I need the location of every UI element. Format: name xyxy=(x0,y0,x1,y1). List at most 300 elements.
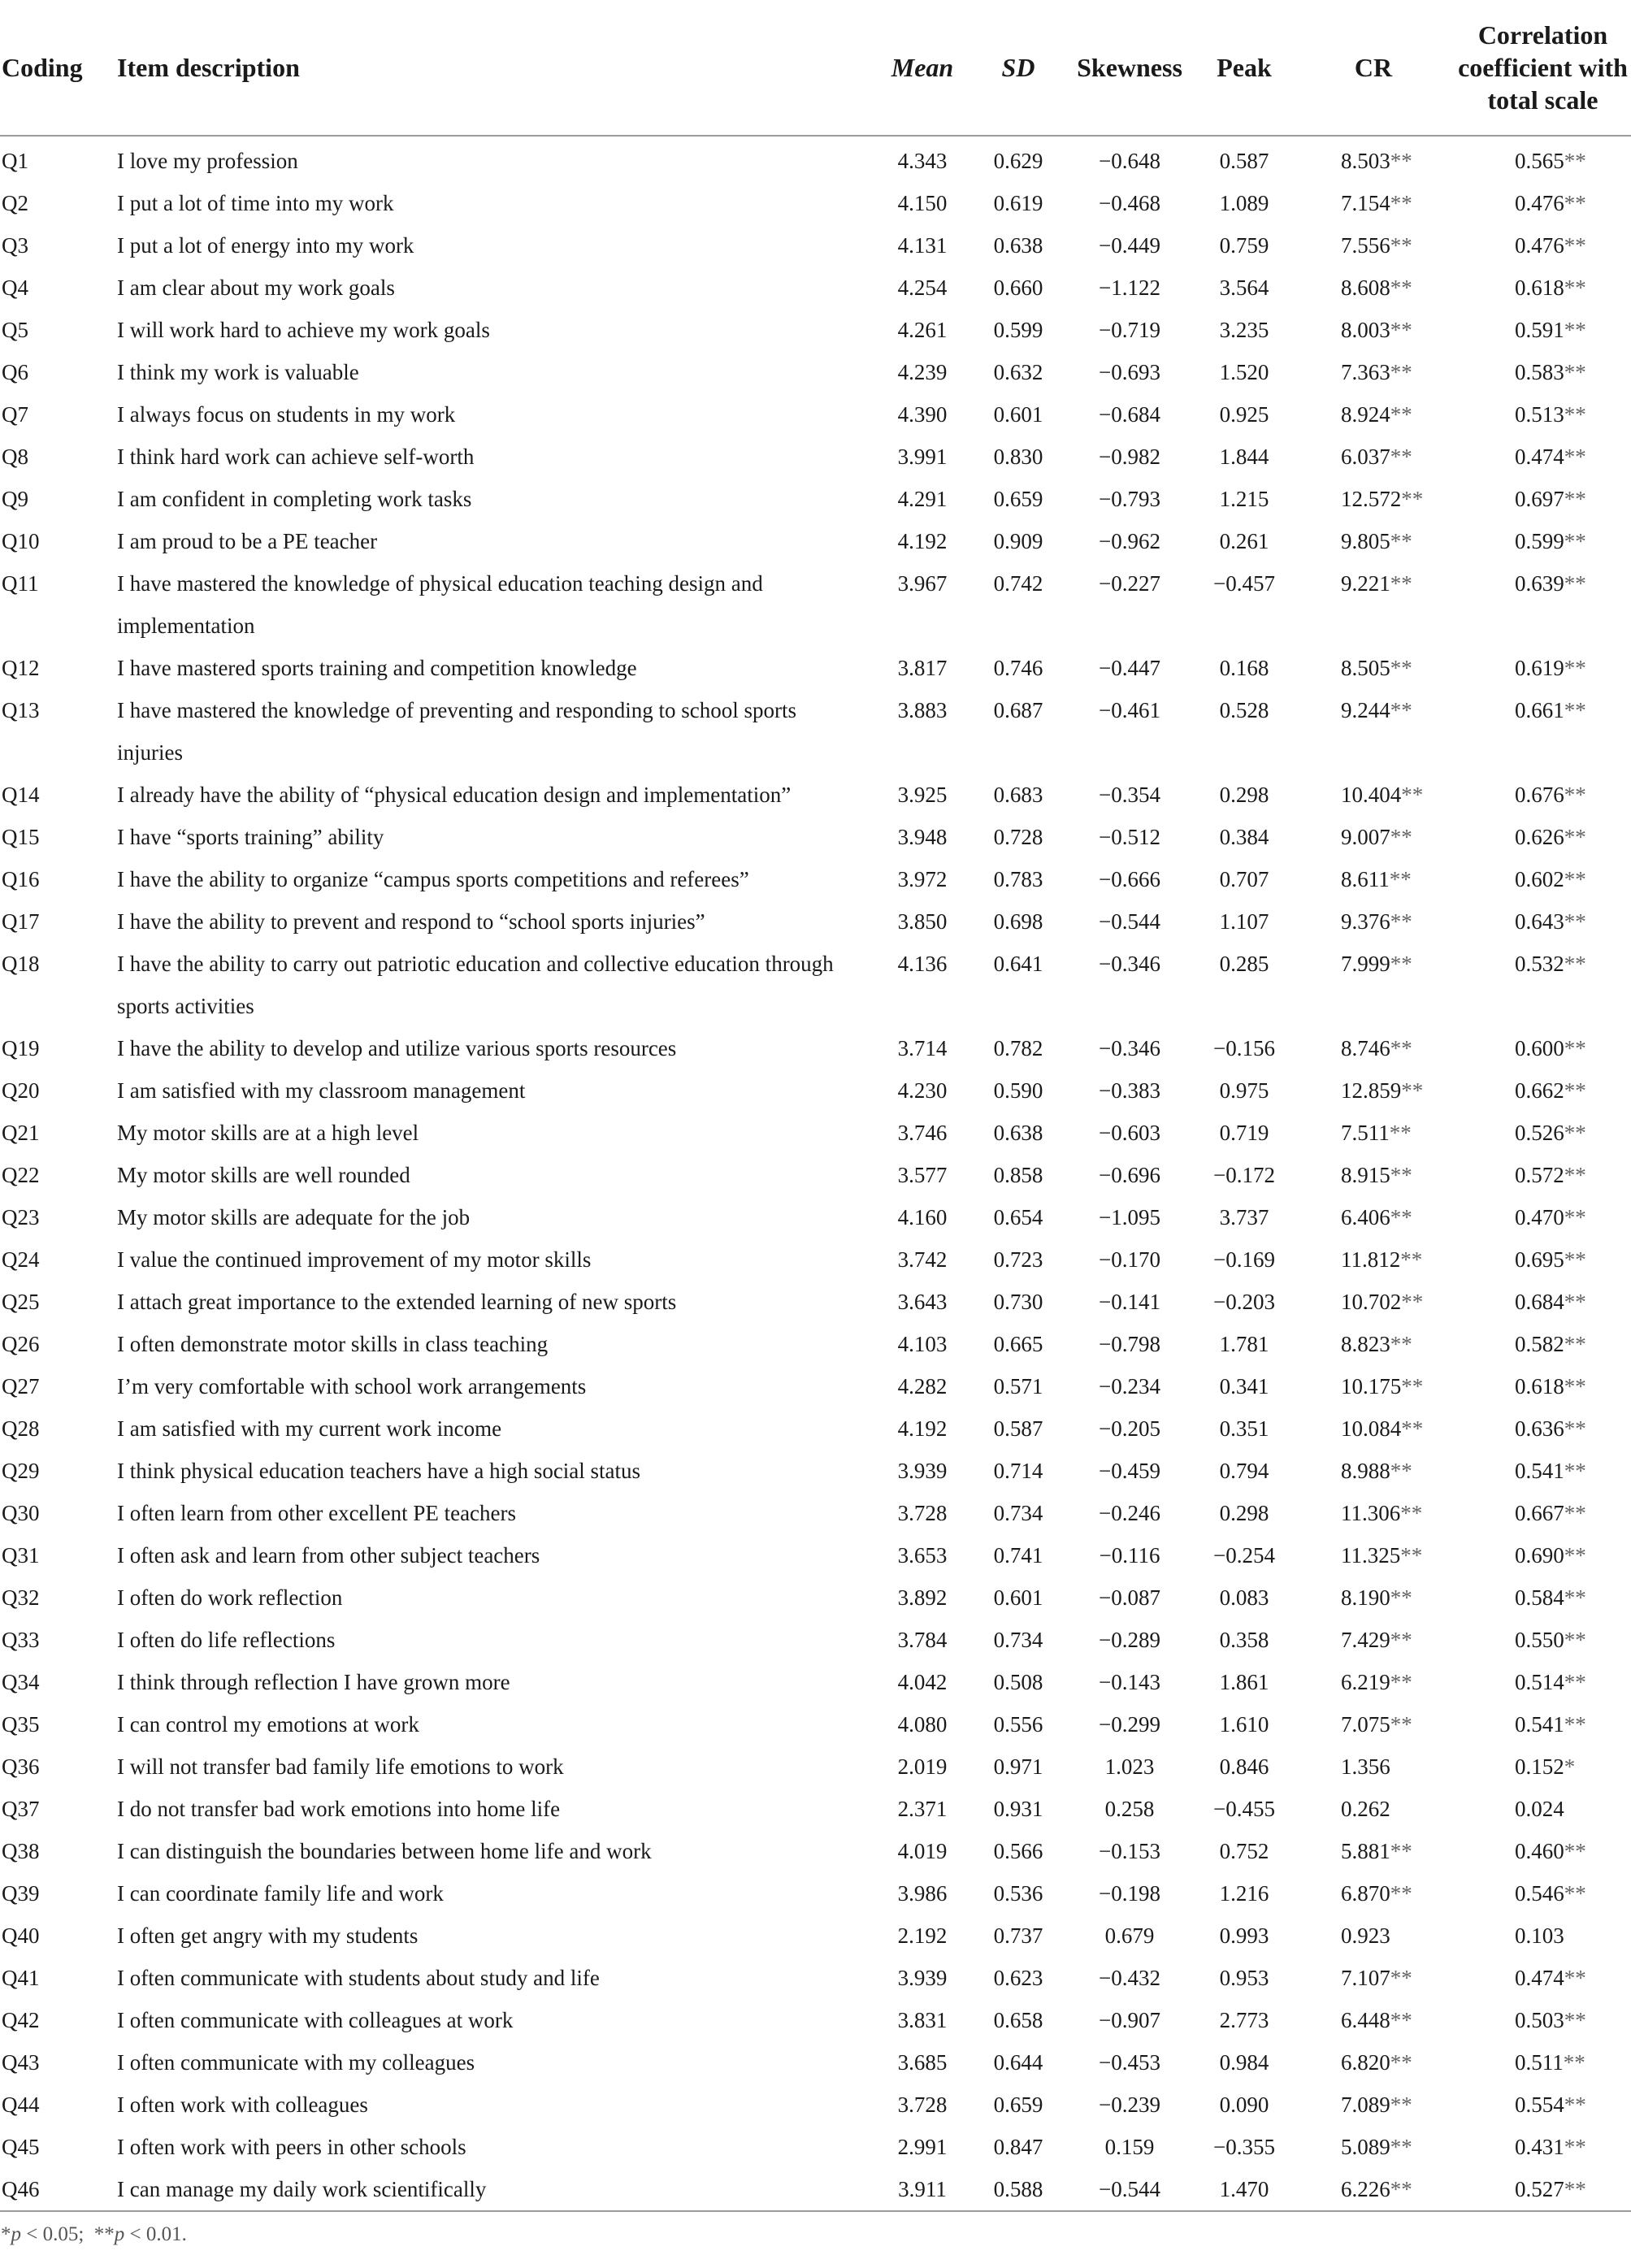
row-cr-significance: ** xyxy=(1390,1712,1412,1737)
footnote-row xyxy=(0,2211,1631,2247)
row-correlation-significance: ** xyxy=(1564,402,1586,427)
row-peak: 1.861 xyxy=(1219,1670,1269,1694)
row-code: Q33 xyxy=(2,1628,40,1652)
row-item-description: I am clear about my work goals xyxy=(117,275,395,300)
row-correlation xyxy=(1455,1576,1631,1619)
row-correlation xyxy=(1455,1069,1631,1112)
row-cr-significance: ** xyxy=(1390,656,1412,680)
table-body xyxy=(0,136,1631,2211)
row-mean: 3.685 xyxy=(897,2050,948,2075)
row-correlation xyxy=(1455,1450,1631,1492)
row-skewness: −0.459 xyxy=(1099,1459,1160,1483)
table-row xyxy=(0,1745,1631,1788)
row-correlation xyxy=(1455,1788,1631,1830)
table-row xyxy=(0,858,1631,900)
row-cr-significance: ** xyxy=(1390,1459,1412,1483)
footnote-star1: * xyxy=(1,2223,11,2245)
table-row xyxy=(0,1576,1631,1619)
row-mean: 4.261 xyxy=(897,318,948,342)
row-skewness: −0.603 xyxy=(1099,1121,1160,1145)
row-skewness: −0.684 xyxy=(1099,402,1160,427)
row-cr-value: 10.175 xyxy=(1341,1374,1402,1399)
row-peak: 3.737 xyxy=(1219,1205,1269,1229)
row-correlation-value: 0.639 xyxy=(1515,571,1564,596)
row-cr-value: 7.556 xyxy=(1341,233,1390,258)
row-cr-value: 6.219 xyxy=(1341,1670,1390,1694)
row-skewness: −0.982 xyxy=(1099,444,1160,469)
row-skewness: −0.719 xyxy=(1099,318,1160,342)
table-row xyxy=(0,436,1631,478)
row-cr-value: 7.075 xyxy=(1341,1712,1390,1737)
row-sd: 0.971 xyxy=(993,1754,1043,1779)
row-sd: 0.638 xyxy=(993,233,1043,258)
table-row xyxy=(0,182,1631,224)
table-row xyxy=(0,1830,1631,1872)
row-peak: 0.261 xyxy=(1219,529,1269,553)
row-correlation-significance: ** xyxy=(1564,1501,1586,1525)
row-mean: 3.948 xyxy=(897,825,948,849)
row-item-description: I think through reflection I have grown more xyxy=(117,1670,510,1694)
row-correlation xyxy=(1455,689,1631,774)
row-correlation xyxy=(1455,2041,1631,2084)
row-skewness: 0.679 xyxy=(1104,1923,1155,1948)
row-correlation xyxy=(1455,520,1631,562)
row-code: Q11 xyxy=(2,571,39,596)
row-mean: 3.972 xyxy=(897,867,948,891)
row-item-description: I put a lot of time into my work xyxy=(117,191,394,215)
row-mean: 3.653 xyxy=(897,1543,948,1568)
row-cr-value: 8.988 xyxy=(1341,1459,1390,1483)
row-sd: 0.658 xyxy=(993,2008,1043,2032)
row-cr xyxy=(1292,2126,1455,2168)
row-correlation-significance: ** xyxy=(1563,2050,1585,2075)
footnote-text2: < 0.01. xyxy=(124,2223,187,2245)
row-cr-value: 11.306 xyxy=(1341,1501,1401,1525)
row-item-description: I often learn from other excellent PE teachers xyxy=(117,1501,517,1525)
table-row xyxy=(0,1957,1631,1999)
row-cr-significance: ** xyxy=(1390,909,1412,934)
row-cr-value: 8.924 xyxy=(1341,402,1390,427)
row-correlation xyxy=(1455,774,1631,816)
row-cr-value: 12.859 xyxy=(1341,1078,1402,1103)
row-item-description: I often work with peers in other schools xyxy=(117,2135,466,2159)
row-correlation-significance: ** xyxy=(1564,867,1586,891)
row-mean: 4.390 xyxy=(897,402,948,427)
row-correlation xyxy=(1455,1365,1631,1407)
row-correlation-value: 0.476 xyxy=(1515,233,1564,258)
row-skewness: −0.544 xyxy=(1099,909,1160,934)
table-row xyxy=(0,1407,1631,1450)
row-cr-significance: ** xyxy=(1390,444,1412,469)
row-code: Q13 xyxy=(2,698,40,722)
row-correlation-significance: ** xyxy=(1564,1543,1586,1568)
row-cr-value: 8.608 xyxy=(1341,275,1390,300)
row-correlation-value: 0.695 xyxy=(1515,1247,1564,1272)
row-skewness: −0.383 xyxy=(1099,1078,1160,1103)
row-item-description: I attach great importance to the extended learning of new sports xyxy=(117,1290,677,1314)
row-code: Q28 xyxy=(2,1416,40,1441)
row-cr xyxy=(1292,1999,1455,2041)
row-correlation xyxy=(1455,1830,1631,1872)
row-code: Q20 xyxy=(2,1078,40,1103)
row-skewness: −0.141 xyxy=(1099,1290,1160,1314)
row-peak: 2.773 xyxy=(1219,2008,1269,2032)
row-correlation-value: 0.470 xyxy=(1515,1205,1564,1229)
row-item-description: I often communicate with my colleagues xyxy=(117,2050,475,2075)
row-cr xyxy=(1292,1323,1455,1365)
row-item-description: I always focus on students in my work xyxy=(117,402,456,427)
row-cr xyxy=(1292,267,1455,309)
row-sd: 0.746 xyxy=(993,656,1043,680)
table-row xyxy=(0,1915,1631,1957)
footnote-p2: p xyxy=(114,2223,125,2245)
row-peak: −0.156 xyxy=(1213,1036,1275,1060)
row-correlation xyxy=(1455,1196,1631,1238)
row-correlation-value: 0.460 xyxy=(1515,1839,1564,1863)
row-cr-significance: ** xyxy=(1390,1839,1412,1863)
row-peak: 1.215 xyxy=(1219,487,1269,511)
row-skewness: −0.116 xyxy=(1099,1543,1160,1568)
row-code: Q38 xyxy=(2,1839,40,1863)
row-cr-significance: ** xyxy=(1390,2177,1412,2201)
row-cr-significance: ** xyxy=(1389,1121,1412,1145)
row-peak: 0.351 xyxy=(1219,1416,1269,1441)
row-correlation-value: 0.503 xyxy=(1515,2008,1564,2032)
row-skewness: −0.299 xyxy=(1099,1712,1160,1737)
row-peak: −0.254 xyxy=(1213,1543,1275,1568)
row-mean: 3.643 xyxy=(897,1290,948,1314)
row-sd: 0.830 xyxy=(993,444,1043,469)
row-cr-significance: ** xyxy=(1390,2092,1412,2117)
row-cr xyxy=(1292,1112,1455,1154)
row-sd: 0.590 xyxy=(993,1078,1043,1103)
row-item-description: I have mastered the knowledge of preventing and responding to school sports injuries xyxy=(117,698,797,765)
row-item-description: I will not transfer bad family life emotions to work xyxy=(117,1754,564,1779)
row-code: Q12 xyxy=(2,656,40,680)
row-sd: 0.601 xyxy=(993,1585,1043,1610)
row-mean: 3.728 xyxy=(897,1501,948,1525)
row-code: Q15 xyxy=(2,825,40,849)
row-cr-value: 7.999 xyxy=(1341,952,1390,976)
row-code: Q24 xyxy=(2,1247,40,1272)
row-mean: 4.136 xyxy=(897,952,948,976)
row-mean: 4.230 xyxy=(897,1078,948,1103)
row-mean: 4.343 xyxy=(897,149,948,173)
row-sd: 0.730 xyxy=(993,1290,1043,1314)
row-peak: 0.528 xyxy=(1219,698,1269,722)
row-cr-value: 11.812 xyxy=(1341,1247,1401,1272)
row-peak: 0.298 xyxy=(1219,783,1269,807)
row-mean: 4.282 xyxy=(897,1374,948,1399)
row-cr-significance: ** xyxy=(1390,233,1412,258)
row-correlation-significance: * xyxy=(1564,1754,1576,1779)
row-item-description: I think hard work can achieve self-worth xyxy=(117,444,475,469)
table-row xyxy=(0,689,1631,774)
row-skewness: −0.246 xyxy=(1099,1501,1160,1525)
row-sd: 0.931 xyxy=(993,1797,1043,1821)
row-correlation-value: 0.513 xyxy=(1515,402,1564,427)
row-cr xyxy=(1292,2084,1455,2126)
row-correlation-significance: ** xyxy=(1564,1036,1586,1060)
table-row xyxy=(0,136,1631,182)
row-peak: 1.470 xyxy=(1219,2177,1269,2201)
row-cr xyxy=(1292,1407,1455,1450)
row-correlation-value: 0.474 xyxy=(1515,444,1564,469)
table-row xyxy=(0,1365,1631,1407)
row-code: Q44 xyxy=(2,2092,40,2117)
row-cr-value: 8.003 xyxy=(1341,318,1390,342)
row-sd: 0.714 xyxy=(993,1459,1043,1483)
table-row xyxy=(0,393,1631,436)
row-sd: 0.601 xyxy=(993,402,1043,427)
row-mean: 4.160 xyxy=(897,1205,948,1229)
table-row xyxy=(0,900,1631,943)
row-correlation-significance: ** xyxy=(1564,1416,1586,1441)
row-mean: 3.784 xyxy=(897,1628,948,1652)
row-code: Q45 xyxy=(2,2135,40,2159)
row-item-description: I am satisfied with my classroom management xyxy=(117,1078,526,1103)
row-mean: 3.728 xyxy=(897,2092,948,2117)
row-code: Q32 xyxy=(2,1585,40,1610)
row-sd: 0.632 xyxy=(993,360,1043,384)
row-cr-significance: ** xyxy=(1390,825,1412,849)
row-cr-value: 5.089 xyxy=(1341,2135,1390,2159)
row-skewness: −0.153 xyxy=(1099,1839,1160,1863)
row-cr-significance: ** xyxy=(1401,1290,1424,1314)
row-correlation xyxy=(1455,2084,1631,2126)
row-item-description: I can manage my daily work scientifically xyxy=(117,2177,487,2201)
row-cr-value: 10.084 xyxy=(1341,1416,1402,1441)
table-row xyxy=(0,1619,1631,1661)
row-sd: 0.588 xyxy=(993,2177,1043,2201)
row-correlation xyxy=(1455,1238,1631,1281)
row-code: Q6 xyxy=(2,360,28,384)
row-skewness: −0.198 xyxy=(1099,1881,1160,1906)
row-code: Q34 xyxy=(2,1670,40,1694)
row-correlation xyxy=(1455,1323,1631,1365)
row-correlation-value: 0.582 xyxy=(1515,1332,1564,1356)
row-mean: 3.967 xyxy=(897,571,948,596)
row-correlation-significance: ** xyxy=(1564,1966,1586,1990)
row-code: Q29 xyxy=(2,1459,40,1483)
row-item-description: I often ask and learn from other subject teachers xyxy=(117,1543,540,1568)
row-sd: 0.654 xyxy=(993,1205,1043,1229)
row-skewness: 0.159 xyxy=(1104,2135,1155,2159)
row-correlation-value: 0.572 xyxy=(1515,1163,1564,1187)
row-cr-value: 9.376 xyxy=(1341,909,1390,934)
row-code: Q10 xyxy=(2,529,40,553)
row-code: Q9 xyxy=(2,487,28,511)
row-correlation-significance: ** xyxy=(1564,360,1586,384)
row-correlation-significance: ** xyxy=(1564,1585,1586,1610)
row-correlation xyxy=(1455,1492,1631,1534)
row-mean: 3.892 xyxy=(897,1585,948,1610)
header-sd xyxy=(974,0,1063,136)
row-correlation-value: 0.546 xyxy=(1515,1881,1564,1906)
row-peak: 3.564 xyxy=(1219,275,1269,300)
row-skewness: −0.468 xyxy=(1099,191,1160,215)
row-mean: 3.746 xyxy=(897,1121,948,1145)
row-cr xyxy=(1292,351,1455,393)
row-peak: 0.090 xyxy=(1219,2092,1269,2117)
row-sd: 0.728 xyxy=(993,825,1043,849)
row-correlation-significance: ** xyxy=(1564,275,1586,300)
row-cr xyxy=(1292,1703,1455,1745)
row-cr-significance: ** xyxy=(1401,1374,1424,1399)
row-code: Q43 xyxy=(2,2050,40,2075)
row-peak: 0.975 xyxy=(1219,1078,1269,1103)
row-code: Q18 xyxy=(2,952,40,976)
row-correlation-value: 0.618 xyxy=(1515,1374,1564,1399)
row-cr xyxy=(1292,1957,1455,1999)
row-skewness: −0.432 xyxy=(1099,1966,1160,1990)
row-cr-significance: ** xyxy=(1390,952,1412,976)
row-skewness: −0.289 xyxy=(1099,1628,1160,1652)
table-row xyxy=(0,1450,1631,1492)
row-item-description: I put a lot of energy into my work xyxy=(117,233,414,258)
row-item-description: I think physical education teachers have a high social status xyxy=(117,1459,641,1483)
row-correlation-significance: ** xyxy=(1564,1712,1586,1737)
row-correlation-value: 0.550 xyxy=(1515,1628,1564,1652)
row-correlation-significance: ** xyxy=(1564,233,1586,258)
row-cr-significance: ** xyxy=(1400,1247,1423,1272)
row-cr-value: 9.805 xyxy=(1341,529,1390,553)
row-item-description: I have the ability to carry out patriotic education and collective education through sports activities xyxy=(117,952,834,1018)
row-cr xyxy=(1292,136,1455,182)
row-correlation xyxy=(1455,943,1631,1027)
row-cr xyxy=(1292,1619,1455,1661)
row-correlation-significance: ** xyxy=(1564,1839,1586,1863)
row-peak: 0.719 xyxy=(1219,1121,1269,1145)
row-cr xyxy=(1292,2041,1455,2084)
row-sd: 0.742 xyxy=(993,571,1043,596)
row-mean: 3.742 xyxy=(897,1247,948,1272)
row-correlation-value: 0.476 xyxy=(1515,191,1564,215)
row-correlation-significance: ** xyxy=(1564,656,1586,680)
row-cr-value: 8.746 xyxy=(1341,1036,1390,1060)
row-cr xyxy=(1292,689,1455,774)
row-sd: 0.599 xyxy=(993,318,1043,342)
row-cr-value: 8.503 xyxy=(1341,149,1390,173)
row-peak: 0.759 xyxy=(1219,233,1269,258)
row-skewness: −0.239 xyxy=(1099,2092,1160,2117)
row-correlation-value: 0.584 xyxy=(1515,1585,1564,1610)
row-item-description: I often do life reflections xyxy=(117,1628,336,1652)
row-peak: 0.341 xyxy=(1219,1374,1269,1399)
row-sd: 0.566 xyxy=(993,1839,1043,1863)
table-row xyxy=(0,478,1631,520)
row-correlation-value: 0.541 xyxy=(1515,1459,1564,1483)
header-correlation-line3: total scale xyxy=(1487,85,1598,115)
row-mean: 3.986 xyxy=(897,1881,948,1906)
row-cr-significance: ** xyxy=(1390,571,1412,596)
row-code: Q7 xyxy=(2,402,28,427)
row-item-description: I often demonstrate motor skills in class teaching xyxy=(117,1332,549,1356)
table-row xyxy=(0,1112,1631,1154)
row-mean: 2.371 xyxy=(897,1797,948,1821)
row-sd: 0.619 xyxy=(993,191,1043,215)
row-correlation-value: 0.024 xyxy=(1515,1797,1564,1821)
row-code: Q17 xyxy=(2,909,40,934)
header-peak: Peak xyxy=(1196,0,1292,136)
table-row xyxy=(0,2041,1631,2084)
row-correlation-value: 0.600 xyxy=(1515,1036,1564,1060)
row-correlation-value: 0.554 xyxy=(1515,2092,1564,2117)
table-row xyxy=(0,2084,1631,2126)
row-sd: 0.571 xyxy=(993,1374,1043,1399)
row-skewness: −0.793 xyxy=(1099,487,1160,511)
row-correlation-significance: ** xyxy=(1564,2008,1586,2032)
row-peak: 0.285 xyxy=(1219,952,1269,976)
row-skewness: −0.544 xyxy=(1099,2177,1160,2201)
row-cr xyxy=(1292,1745,1455,1788)
row-item-description: I often do work reflection xyxy=(117,1585,343,1610)
row-correlation xyxy=(1455,224,1631,267)
row-skewness: −0.693 xyxy=(1099,360,1160,384)
row-code: Q41 xyxy=(2,1966,40,1990)
row-correlation-significance: ** xyxy=(1564,191,1586,215)
row-correlation-significance: ** xyxy=(1564,1881,1586,1906)
row-correlation-value: 0.697 xyxy=(1515,487,1564,511)
row-sd: 0.723 xyxy=(993,1247,1043,1272)
row-cr-value: 7.107 xyxy=(1341,1966,1390,1990)
row-correlation-significance: ** xyxy=(1564,698,1586,722)
row-correlation-value: 0.661 xyxy=(1515,698,1564,722)
row-sd: 0.508 xyxy=(993,1670,1043,1694)
row-correlation-value: 0.474 xyxy=(1515,1966,1564,1990)
row-correlation-significance: ** xyxy=(1564,2177,1586,2201)
row-peak: 0.358 xyxy=(1219,1628,1269,1652)
table-row xyxy=(0,1661,1631,1703)
row-mean: 3.991 xyxy=(897,444,948,469)
row-skewness: −0.447 xyxy=(1099,656,1160,680)
table-row xyxy=(0,1999,1631,2041)
row-cr-value: 5.881 xyxy=(1341,1839,1390,1863)
row-correlation xyxy=(1455,1999,1631,2041)
row-correlation xyxy=(1455,309,1631,351)
row-skewness: −0.798 xyxy=(1099,1332,1160,1356)
row-cr xyxy=(1292,1281,1455,1323)
row-mean: 4.192 xyxy=(897,529,948,553)
row-item-description: I am satisfied with my current work income xyxy=(117,1416,502,1441)
row-correlation-value: 0.511 xyxy=(1515,2050,1564,2075)
row-peak: 1.216 xyxy=(1219,1881,1269,1906)
row-mean: 4.254 xyxy=(897,275,948,300)
row-cr-significance: ** xyxy=(1390,402,1412,427)
row-peak: 0.707 xyxy=(1219,867,1269,891)
row-cr xyxy=(1292,1450,1455,1492)
row-peak: 0.298 xyxy=(1219,1501,1269,1525)
row-cr-significance: ** xyxy=(1390,275,1412,300)
row-correlation-value: 0.690 xyxy=(1515,1543,1564,1568)
row-cr xyxy=(1292,224,1455,267)
row-cr xyxy=(1292,436,1455,478)
row-peak: 1.610 xyxy=(1219,1712,1269,1737)
row-mean: 2.019 xyxy=(897,1754,948,1779)
row-cr xyxy=(1292,647,1455,689)
table-row xyxy=(0,1281,1631,1323)
row-code: Q1 xyxy=(2,149,28,173)
row-peak: 1.844 xyxy=(1219,444,1269,469)
table-row xyxy=(0,1534,1631,1576)
row-cr xyxy=(1292,1534,1455,1576)
row-cr-significance: ** xyxy=(1390,1163,1412,1187)
row-correlation xyxy=(1455,1154,1631,1196)
row-correlation-significance: ** xyxy=(1564,825,1586,849)
row-sd: 0.536 xyxy=(993,1881,1043,1906)
row-code: Q4 xyxy=(2,275,28,300)
row-item-description: I have mastered the knowledge of physical education teaching design and implementation xyxy=(117,571,763,638)
